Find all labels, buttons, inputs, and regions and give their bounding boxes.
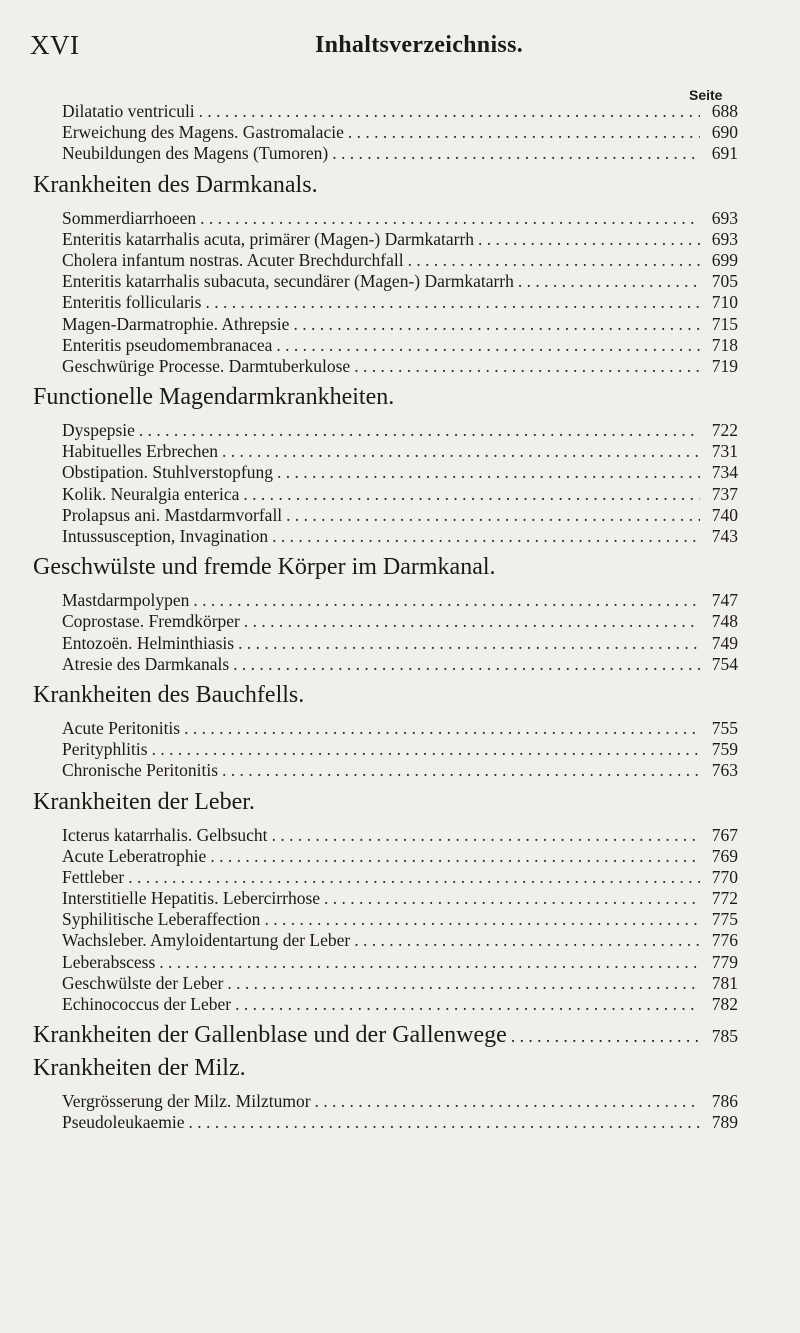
entry-title: Enteritis katarrhalis acuta, primärer (Magen-) Darmkatarrh <box>62 228 475 249</box>
toc-entry <box>62 292 738 313</box>
entry-title: Geschwürige Processe. Darmtuberkulose <box>62 355 351 376</box>
section-heading: Krankheiten des Bauchfells. <box>33 681 305 708</box>
toc-entry <box>62 930 738 951</box>
entry-page-number: 699 <box>711 249 738 270</box>
entry-page-number: 767 <box>711 824 738 845</box>
entry-title: Cholera infantum nostras. Acuter Brechdurchfall <box>62 249 404 270</box>
entry-page-number: 747 <box>711 590 738 611</box>
leader-dots <box>511 1024 704 1049</box>
toc-entry <box>62 484 738 505</box>
toc-entry <box>62 718 738 739</box>
leader-dots <box>238 633 700 654</box>
entry-page-number: 737 <box>711 483 738 504</box>
section-heading-page: 785 <box>711 1026 738 1047</box>
section-heading-title: Krankheiten der Gallenblase und der Gallenwege <box>33 1022 507 1049</box>
leader-dots <box>210 846 700 867</box>
entry-title: Acute Leberatrophie <box>62 845 207 866</box>
entry-title: Pseudoleukaemie <box>62 1112 185 1133</box>
section-heading: Geschwülste und fremde Körper im Darmkanal. <box>33 554 496 581</box>
toc-entry <box>62 250 738 271</box>
leader-dots <box>244 611 700 632</box>
toc-entry <box>62 973 738 994</box>
section-heading: Functionelle Magendarmkrankheiten. <box>33 384 395 411</box>
page-number: XVI <box>30 30 80 60</box>
leader-dots <box>478 229 700 250</box>
leader-dots <box>276 335 700 356</box>
leader-dots <box>128 867 700 888</box>
leader-dots <box>348 122 700 143</box>
leader-dots <box>277 462 700 483</box>
leader-dots <box>205 292 700 313</box>
entry-title: Perityphlitis <box>62 739 148 760</box>
toc-entry <box>62 952 738 973</box>
entry-page-number: 782 <box>711 994 738 1014</box>
toc-entry <box>62 143 738 164</box>
entry-title: Erweichung des Magens. Gastromalacie <box>62 122 344 143</box>
leader-dots <box>222 760 700 781</box>
entry-page-number: 779 <box>711 951 738 972</box>
toc-entry <box>62 909 738 930</box>
entry-page-number: 781 <box>711 972 738 993</box>
leader-dots <box>408 250 700 271</box>
toc-entry <box>62 846 738 867</box>
leader-dots <box>332 143 700 164</box>
toc-entry <box>62 462 738 483</box>
entry-page-number: 731 <box>711 441 738 462</box>
entry-title: Fettleber <box>62 866 125 887</box>
leader-dots <box>200 208 700 229</box>
entry-title: Habituelles Erbrechen <box>62 441 218 462</box>
entry-page-number: 789 <box>711 1112 738 1133</box>
running-title: Inhaltsverzeichniss. <box>315 32 524 58</box>
entry-page-number: 749 <box>711 632 738 653</box>
entry-page-number: 719 <box>711 355 738 376</box>
leader-dots <box>315 1091 700 1112</box>
toc-entry <box>62 505 738 526</box>
entry-title: Mastdarmpolypen <box>62 590 190 611</box>
toc-entry <box>62 760 738 781</box>
toc-entry <box>62 122 738 143</box>
leader-dots <box>272 526 700 547</box>
entry-page-number: 715 <box>711 313 738 334</box>
entry-title: Sommerdiarrhoeen <box>62 207 197 228</box>
leader-dots <box>235 994 700 1015</box>
entry-page-number: 769 <box>711 845 738 866</box>
entry-page-number: 688 <box>711 101 738 121</box>
entry-title: Atresie des Darmkanals <box>62 653 230 674</box>
leader-dots <box>199 101 700 122</box>
leader-dots <box>286 505 700 526</box>
leader-dots <box>184 718 700 739</box>
entry-page-number: 748 <box>711 611 738 632</box>
entry-title: Wachsleber. Amyloidentartung der Leber <box>62 930 351 951</box>
toc-entry <box>62 739 738 760</box>
toc-entry <box>62 1091 738 1112</box>
entry-page-number: 693 <box>711 207 738 228</box>
toc-entry <box>62 867 738 888</box>
entry-title: Icterus katarrhalis. Gelbsucht <box>62 824 268 845</box>
toc-entry <box>62 229 738 250</box>
entry-title: Acute Peritonitis <box>62 717 181 738</box>
toc-entry <box>62 271 738 292</box>
section-heading: Krankheiten des Darmkanals. <box>33 171 318 198</box>
entry-title: Enteritis pseudomembranacea <box>62 334 273 355</box>
toc-entry <box>62 314 738 335</box>
entry-page-number: 722 <box>711 420 738 441</box>
entry-page-number: 776 <box>711 930 738 951</box>
entry-title: Vergrösserung der Milz. Milztumor <box>62 1091 311 1112</box>
entry-page-number: 786 <box>711 1091 738 1112</box>
toc-entry <box>62 208 738 229</box>
entry-title: Dyspepsie <box>62 420 135 441</box>
entry-title: Obstipation. Stuhlverstopfung <box>62 462 273 483</box>
leader-dots <box>354 356 700 377</box>
entry-title: Entozoën. Helminthiasis <box>62 632 235 653</box>
leader-dots <box>243 484 700 505</box>
entry-title: Prolapsus ani. Mastdarmvorfall <box>62 504 283 525</box>
toc-entry <box>62 526 738 547</box>
toc-entry <box>62 888 738 909</box>
entry-title: Echinococcus der Leber <box>62 994 232 1014</box>
entry-page-number: 691 <box>711 143 738 164</box>
section-heading: Krankheiten der Leber. <box>33 788 255 815</box>
leader-dots <box>139 420 700 441</box>
entry-title: Interstitielle Hepatitis. Lebercirrhose <box>62 888 321 909</box>
section-heading <box>33 1023 738 1048</box>
entry-page-number: 743 <box>711 526 738 546</box>
entry-page-number: 734 <box>711 462 738 483</box>
toc-entry <box>62 441 738 462</box>
entry-page-number: 740 <box>711 504 738 525</box>
leader-dots <box>227 973 700 994</box>
toc-entry <box>62 335 738 356</box>
entry-page-number: 718 <box>711 334 738 355</box>
leader-dots <box>264 909 700 930</box>
entry-title: Syphilitische Leberaffection <box>62 909 261 930</box>
entry-page-number: 763 <box>711 760 738 781</box>
toc-entry <box>62 101 738 122</box>
entry-title: Magen-Darmatrophie. Athrepsie <box>62 313 290 334</box>
toc-entry <box>62 825 738 846</box>
entry-page-number: 693 <box>711 228 738 249</box>
entry-title: Dilatatio ventriculi <box>62 101 195 121</box>
toc-entry <box>62 654 738 675</box>
entry-page-number: 770 <box>711 866 738 887</box>
entry-page-number: 775 <box>711 909 738 930</box>
leader-dots <box>193 590 700 611</box>
seite-column-label: Seite <box>689 87 723 103</box>
leader-dots <box>188 1112 700 1133</box>
entry-page-number: 755 <box>711 717 738 738</box>
leader-dots <box>518 271 700 292</box>
toc-entry <box>62 420 738 441</box>
leader-dots <box>354 930 700 951</box>
entry-page-number: 690 <box>711 122 738 143</box>
page-header <box>30 30 770 64</box>
entry-title: Intussusception, Invagination <box>62 526 269 546</box>
toc-entry <box>62 633 738 654</box>
leader-dots <box>272 825 700 846</box>
toc-entry <box>62 590 738 611</box>
entry-page-number: 754 <box>711 653 738 674</box>
entry-title: Enteritis katarrhalis subacuta, secundärer (Magen-) Darmkatarrh <box>62 271 514 292</box>
entry-title: Neubildungen des Magens (Tumoren) <box>62 143 329 164</box>
section-heading: Krankheiten der Milz. <box>33 1055 246 1082</box>
toc-entry <box>62 1112 738 1133</box>
leader-dots <box>324 888 700 909</box>
entry-title: Chronische Peritonitis <box>62 760 219 781</box>
toc-entry <box>62 994 738 1015</box>
leader-dots <box>152 739 700 760</box>
leader-dots <box>159 952 700 973</box>
toc-entry <box>62 356 738 377</box>
entry-title: Geschwülste der Leber <box>62 972 224 993</box>
entry-page-number: 705 <box>711 271 738 292</box>
entry-title: Coprostase. Fremdkörper <box>62 611 240 632</box>
entry-title: Leberabscess <box>62 951 156 972</box>
entry-title: Kolik. Neuralgia enterica <box>62 483 240 504</box>
leader-dots <box>293 314 700 335</box>
entry-title: Enteritis follicularis <box>62 292 202 313</box>
leader-dots <box>233 654 700 675</box>
entry-page-number: 710 <box>711 292 738 313</box>
toc-entry <box>62 611 738 632</box>
entry-page-number: 759 <box>711 739 738 760</box>
entry-page-number: 772 <box>711 888 738 909</box>
leader-dots <box>222 441 700 462</box>
table-of-contents <box>33 101 738 1134</box>
